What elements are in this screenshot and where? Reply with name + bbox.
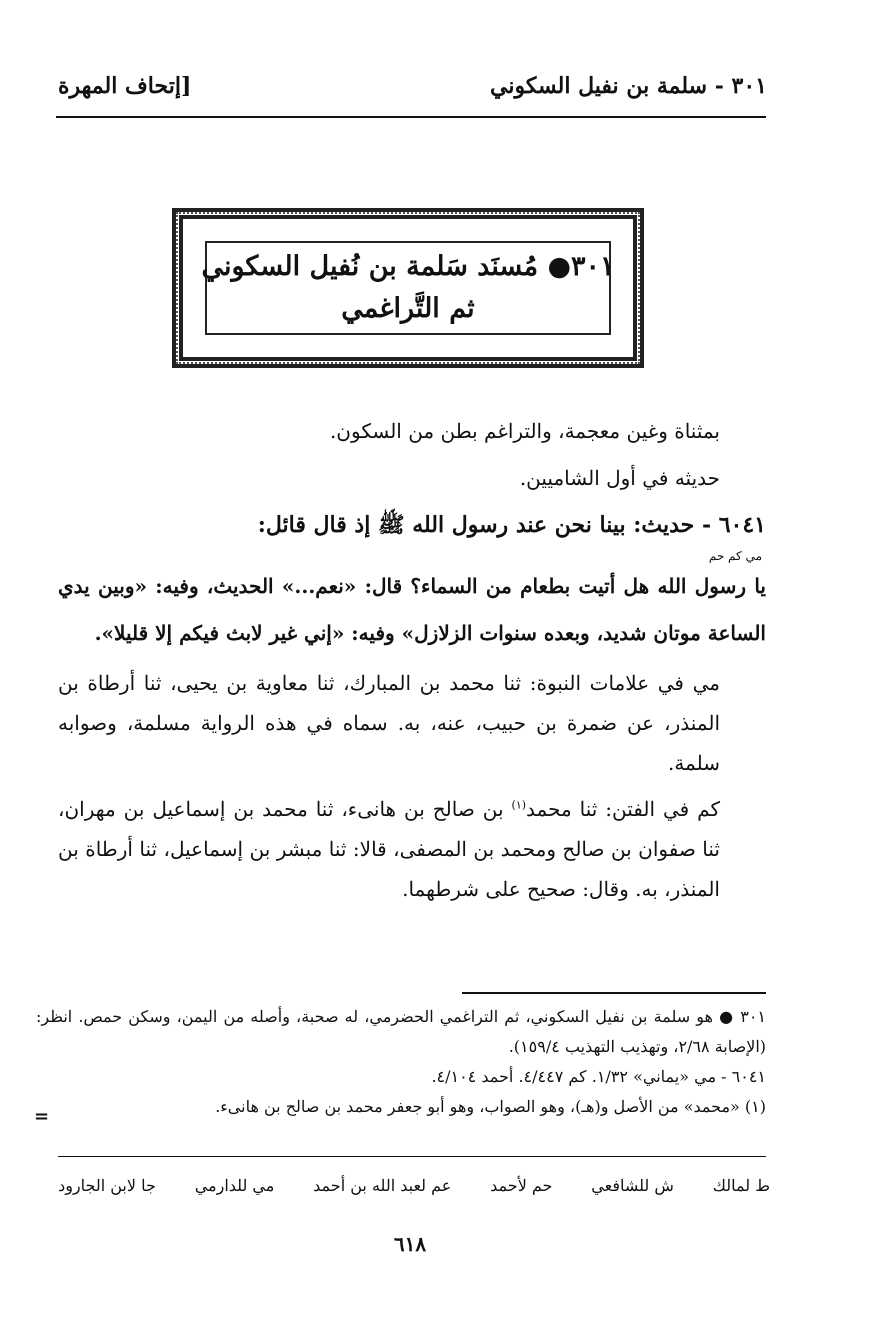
header-chapter-title: ٣٠١ - سلمة بن نفيل السكوني [490, 73, 767, 99]
footnote-continuation-mark: = [34, 1106, 50, 1127]
paragraph-kam [58, 789, 766, 909]
hadith-heading: ٦٠٤١ - حديث: بينا نحن عند رسول الله ﷺ إذ قال قائل: [257, 512, 766, 538]
footnote-sources: ٦٠٤١ - مي «يماني» ١/٣٢. كم ٤/٤٤٧. أحمد ٤/١٠٤. [431, 1067, 766, 1086]
abbreviations-key [58, 1170, 770, 1200]
header-book-title: [إتحاف المهرة [58, 73, 192, 99]
paragraph-mi: مي في علامات النبوة: ثنا محمد بن المبارك، ثنا معاوية بن يحيى، ثنا أرطاة بن المنذر، عن ضمرة بن حبيب، عنه، به. سماه في هذه الرواية مسلمة، وصوابه سلمة. [58, 671, 720, 775]
footnote-ref-1[interactable]: (١) [511, 798, 527, 812]
title-line-2: ثم التَّراغمي [341, 293, 475, 324]
title-line-1: ٣٠١● مُسنَد سَلمة بن نُفيل السكوني [201, 251, 615, 282]
kam-text-rest: بن صالح بن هانىء، ثنا محمد بن إسماعيل بن مهران، ثنا صفوان بن صالح ومحمد بن المصفى، قالا: ثنا مبشر بن إسماعيل، ثنا أرطاة بن المنذر، به. وقال: صحيح على شرطهما. [58, 797, 720, 901]
title-box [201, 241, 615, 335]
abbr-item: مي للدارمي [194, 1175, 275, 1195]
hadith-text: يا رسول الله هل أتيت بطعام من السماء؟ قال: «نعم...» الحديث، وفيه: «وبين يدي الساعة موتان شديد، وبعده سنوات الزلازل» وفيه: «إني غير لابث فيكم إلا قليلا». [58, 574, 766, 645]
abbr-item: ط لمالك [712, 1175, 770, 1195]
page-number: ٦١٨ [393, 1232, 427, 1256]
footnote-divider [462, 992, 766, 994]
ornamental-title-frame [172, 208, 644, 368]
header-divider [56, 116, 766, 118]
main-text [58, 408, 766, 909]
footnotes [36, 1002, 766, 1122]
source-sigla: مي كم حم [708, 549, 762, 563]
footnote-biography: ٣٠١ ● هو سلمة بن نفيل السكوني، ثم التراغمي الحضرمي، له صحبة، وأصله من اليمن، وسكن حمص. انظر: (الإصابة ٢/٦٨، وتهذيب التهذيب ١٥٩/٤). [36, 1007, 766, 1056]
key-divider [58, 1156, 766, 1157]
abbr-item: حم لأحمد [490, 1175, 553, 1195]
footnote-1: (١) «محمد» من الأصل و(هـ)، وهو الصواب، وهو أبو جعفر محمد بن صالح بن هانىء. [215, 1097, 766, 1116]
abbr-item: عم لعبد الله بن أحمد [313, 1175, 452, 1195]
running-header [58, 66, 767, 106]
abbr-item: جا لابن الجارود [58, 1175, 156, 1195]
kam-text-start: كم في الفتن: ثنا محمد [526, 797, 720, 821]
location-paragraph: حديثه في أول الشاميين. [519, 466, 720, 490]
abbr-item: ش للشافعي [591, 1175, 674, 1195]
intro-paragraph: بمثناة وغين معجمة، والتراغم بطن من السكون. [329, 419, 720, 443]
